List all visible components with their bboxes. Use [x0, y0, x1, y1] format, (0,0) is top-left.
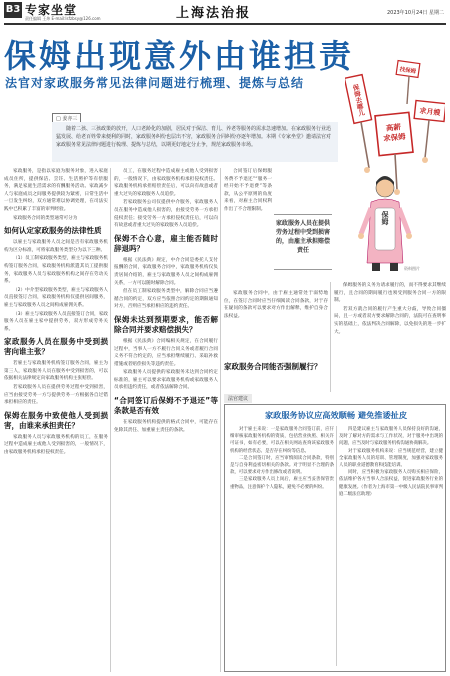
page-subtitle: 法官对家政服务常见法律问题进行梳理、提炼与总结 — [5, 76, 305, 90]
paragraph: 四是建议雇主与家政服务人员保持良好的沟通，及时了解对方的需求与工作状况，对于服务中出现的问题，应当及时与家政服务机构沟通协商解决。 — [339, 427, 443, 447]
sign-text-4: 找保姆 — [399, 66, 417, 76]
page-title: 保姆出现意外由谁担责 — [4, 37, 355, 75]
paragraph: 家政服务，是指以家庭为服务对象，进入家庭成员住所，提供保洁、烹饪、生活照护等有偿服务，满足家庭生活需求的有酬服务活动。家政减少人与家庭成员之间服务提供较为紧密，日常生活中一旦发生纠纷，双方通常难以协调处理，在司法实践中已积累了丰富的审判经验。 — [4, 169, 108, 212]
paragraph: 家政服务人员提供的家政服务未达到合同约定标准的，雇主可以要求家政服务机构或家政服务人员承担违约责任，或者依法解除合同。 — [114, 370, 218, 391]
sign-text-3: 求月嫂 — [419, 106, 441, 118]
paragraph: 根据《民法典》合同编相关规定，在合同履行过程中，当事人一方不履行合同义务或者履行合同义务不符合约定的，应当承担继续履行、采取补救措施或者赔偿损失等违约责任。 — [114, 338, 218, 367]
section-heading-wrap — [224, 362, 328, 372]
paragraph: 合同签订后保姆服务费不予退还”“服务一经开始不予退费”等条款，从公平原则的角度来看，对雇主合同权利作出了不合理限制。 — [224, 169, 272, 212]
section-heading: “合同签订后保姆不予退还”等条款是否有效 — [114, 396, 218, 416]
paragraph: 保姆服务的义务为请求履行的，而不得要求其继续履行，且合同的期间履行也须受到服务合同一方的限制。 — [334, 283, 446, 304]
apron-label: 保姆 — [381, 211, 389, 225]
article-column-4 — [334, 282, 446, 390]
advice-column-1 — [230, 426, 334, 670]
sign-nanny-where — [345, 75, 372, 168]
article-column-2 — [114, 168, 218, 672]
paragraph: （2）中介型家政服务类型，雇主与家政服务人员直接签订合同，家政服务机构仅提供居间服务，雇主与家政服务人员之间构成雇佣关系。 — [4, 287, 108, 308]
intro-summary: 随着二孩、三孩政策的放开，人口老龄化的加剧，居民对于保洁、育儿、养老等服务的需求急速增加。在家政服务行业迅猛发展、给老百姓带来便利的同时，家政服务纠纷也层出不穷，家政服务合同纠纷亦逐年增加。本期《专家坐堂》邀请法官对家政服务常见法律问题进行梳理、提炼与总结，以期更好地定分止争，规范家政服务市场。 — [52, 122, 338, 162]
page-logo: B3 — [4, 2, 22, 18]
advice-tag: 法官建议 — [224, 394, 252, 403]
paragraph: 在家政服务机构提供的格式合同中，可能存在免除其责任、加重雇主责任的条款。 — [114, 420, 218, 433]
advice-column-2 — [339, 426, 443, 670]
paragraph: 同时，应当积极为家政服务人员购买相应保险，依法维护各方当事人合法权益，促进家政服务行业的健康发展。（作者为上海市第一中级人民法院民事审判庭二级法官助理） — [339, 470, 443, 497]
article-column-3-cont — [224, 290, 328, 372]
sign-find-nanny — [396, 61, 420, 104]
masthead — [0, 0, 450, 24]
paragraph: 若双方就合同的履行产生重大分歧，导致合同僵局，且一方或者双方要求解除合同的，法院可在查明事实的基础上，依法判决合同解除，以免损失的进一步扩大。 — [334, 306, 446, 335]
sign-text-1: 保姆去哪儿 — [350, 83, 366, 117]
paragraph: （3）雇主与家政服务人员直接签订合同，家政服务人员在雇主家中提供劳务，双方形成劳务关系。 — [4, 311, 108, 332]
paragraph: 但在员工制家政服务类型中，解除合同应当遵循合同的约定，双方应当依照合同约定的期限通知对方，否则应当承担相应的违约责任。 — [114, 289, 218, 310]
column-divider — [110, 168, 111, 672]
cartoon-illustration — [345, 58, 445, 273]
paragraph: 对于家政服务机构来说：应当规范经营，建立健全家政服务人员的培训、管理制度，加强对家政服务人员的职业道德教育和技能培训。 — [339, 448, 443, 469]
column-divider — [336, 426, 337, 666]
section-heading: 保姆不合心意，雇主能否随时辞退吗？ — [114, 233, 218, 253]
article-column-1 — [4, 168, 108, 672]
section-heading: 家政服务合同能否强制履行？ — [224, 362, 322, 371]
sign-text-2: 高薪求保姆 — [382, 122, 407, 144]
editor-meta: 责任编辑 王炜 E-mail:lsfzbsy@126.com — [25, 16, 101, 21]
paragraph: 对于雇主来说：一是家政服务合同签订前，应仔细审核家政服务机构的资质，包括营业执照、相关许可证书，如有必要，可以在相关网站查询该家政服务机构的经营状态、是否存在纠纷等信息。 — [230, 427, 334, 454]
section-heading: 如何认定家政服务的法律性质 — [4, 226, 102, 236]
section-heading: 保姆在服务中致使他人受到损害，由谁来承担责任？ — [4, 410, 108, 430]
paragraph: 家政服务人员与家政服务机构的员工，在服务过程中造成雇主或他人受到损害的，一般情况下，由家政服务机构承担侵权责任。 — [4, 434, 108, 456]
paragraph: 根据《民法典》规定，中介合同是委托人支付报酬的合同，家政服务合同中，家政服务机构仅负责居间介绍的，雇主与家政服务人员之间构成雇佣关系，一方可以随时解除合同。 — [114, 257, 218, 286]
pull-quote: 家政服务人员在提供劳务过程中受到损害的，由雇主承担赔偿责任 — [274, 214, 332, 270]
section-name: 专家坐堂 — [25, 3, 78, 17]
illustration-caption: 资料图片 — [404, 266, 420, 271]
nanny-figure — [358, 176, 412, 271]
paragraph: 若雇主与家政服务机构签订服务合同，雇主为第三人，家政服务人员在服务中受到损害的，可以依据相关法律规定向家政服务机构主张赔偿。 — [4, 361, 108, 382]
header-divider — [4, 23, 446, 25]
paragraph: 三是家政服务人员上岗后，雇主应当妥善保管贵重物品，注意保护个人隐私，避免不必要的纠纷。 — [230, 477, 334, 490]
article-column-3 — [224, 168, 272, 288]
paragraph: 若家政服务人员在提供劳务过程中受到损害，应当由接受劳务一方与提供劳务一方根据各自过错承担相应的责任。 — [4, 385, 108, 406]
column-divider — [220, 168, 221, 672]
paragraph: 员工，在服务过程中造成雇主或他人受到损害的，一般情况下，由家政服务机构承担侵权责任。家政服务机构承担赔偿责任后，可以向有故意或者重大过失的家政服务人员追偿。 — [114, 169, 218, 197]
paragraph: （1）员工制家政服务类型，雇主与家政服务机构签订服务合同，家政服务机构派遣其员工提供服务，家政服务人员与家政服务机构之间存在劳动关系。 — [4, 256, 108, 285]
column-divider — [330, 282, 331, 392]
byline: □ 姜亦三 — [52, 113, 81, 124]
advice-title: 家政服务协议应高效顺畅 避免推诿扯皮 — [264, 410, 408, 420]
paragraph: 二是合同签订时，应当审慎阅读合同条款，特别是与自身利益密切相关的条款。对于明显不合理的条款，可以要求对方作出修改或者说明。 — [230, 455, 334, 476]
paragraph: 若家政服务公司仅提供中介服务，家政服务人员在服务中造成他人损害的，由接受劳务一方承担侵权责任；接受劳务一方承担侵权责任后，可以向有故意或者重大过失的家政服务人员追偿。 — [114, 200, 218, 229]
issue-date: 2023年10月24日 星期二 — [386, 10, 444, 16]
newspaper-name: 上海法治报 — [176, 6, 252, 21]
section-heading: 家政服务人员在服务中受到损害向谁主张？ — [4, 337, 108, 357]
paragraph: 家政服务合同中，由于雇主通常处于弱势地位，在签订合同时应当仔细阅读合同条款，对于存在疑问的条款可以要求对方作出解释，维护自身合法权益。 — [224, 291, 328, 319]
paragraph: 家政服务合同的类型通常可分为 — [13, 215, 78, 221]
sign-seek-maternity-nanny — [414, 100, 445, 158]
paragraph: 以雇主与家政服务人员之间是否有家政服务机构为区分标准，可将家政服务类型分为以下三种。 — [4, 240, 108, 253]
section-heading: 保姆未达到预期要求，能否解除合同并要求赔偿损失？ — [114, 314, 218, 334]
